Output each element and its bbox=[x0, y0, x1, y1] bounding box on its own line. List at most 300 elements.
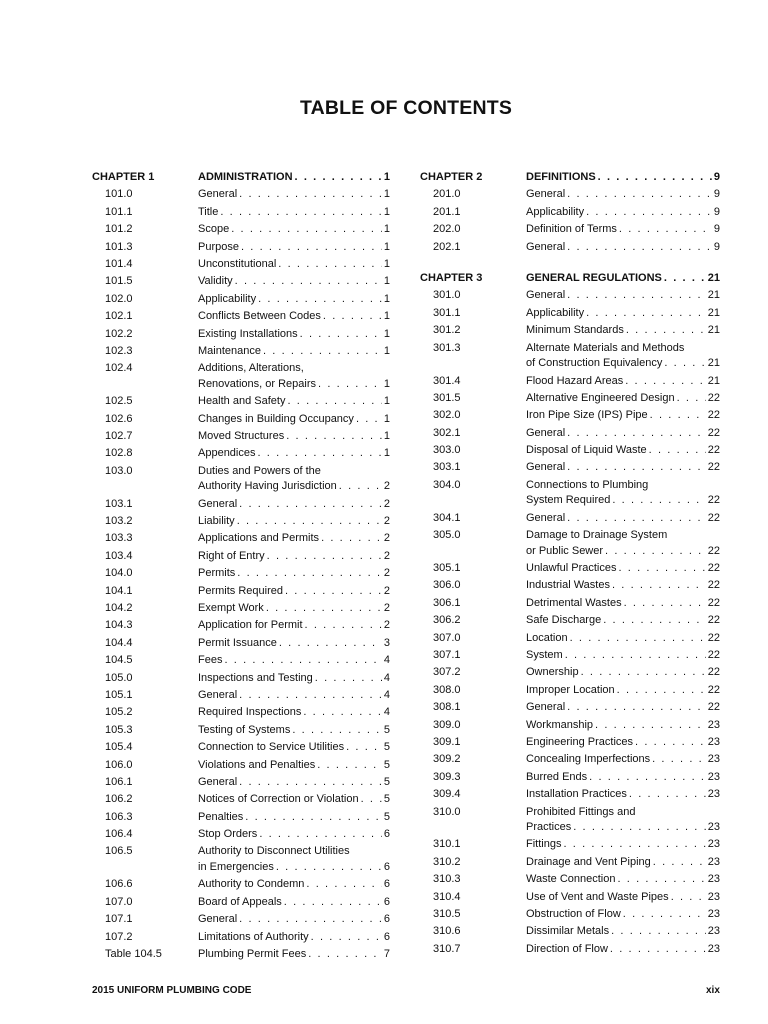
page-number: 6 bbox=[383, 895, 390, 908]
toc-entry bbox=[420, 187, 720, 203]
section-number: 102.8 bbox=[105, 447, 133, 460]
section-title: Permits Required bbox=[198, 584, 283, 597]
section-number: 106.4 bbox=[105, 828, 133, 841]
page-number: 22 bbox=[707, 631, 720, 644]
section-number: 105.4 bbox=[105, 741, 133, 754]
dot-leader bbox=[279, 636, 382, 652]
dot-leader bbox=[276, 860, 382, 876]
section-number: 301.4 bbox=[433, 374, 461, 387]
section-title: Plumbing Permit Fees bbox=[198, 947, 307, 960]
section-title: ADMINISTRATION bbox=[198, 171, 293, 183]
page-number: 6 bbox=[383, 860, 390, 873]
toc-chapter-heading bbox=[420, 170, 720, 186]
dot-leader bbox=[625, 374, 706, 390]
dot-leader bbox=[295, 170, 382, 186]
dot-leader bbox=[361, 792, 382, 808]
section-title: Required Inspections bbox=[198, 706, 302, 719]
page-number: 23 bbox=[707, 907, 720, 920]
dot-leader bbox=[570, 631, 706, 647]
toc-entry bbox=[92, 274, 390, 290]
section-title-line: Damage to Drainage System bbox=[526, 529, 668, 542]
dot-leader bbox=[287, 394, 381, 410]
section-title: Concealing Imperfections bbox=[526, 753, 651, 766]
toc-entry bbox=[92, 671, 390, 687]
section-number: 103.1 bbox=[105, 497, 133, 510]
section-number: 310.3 bbox=[433, 873, 461, 886]
section-number: 105.0 bbox=[105, 671, 133, 684]
dot-leader bbox=[567, 511, 706, 527]
section-title: Drainage and Vent Piping bbox=[526, 855, 651, 868]
page-number: 5 bbox=[383, 758, 390, 771]
dot-leader bbox=[356, 412, 382, 428]
dot-leader bbox=[286, 429, 382, 445]
dot-leader bbox=[664, 356, 705, 372]
page-number: 2 bbox=[383, 515, 390, 528]
page-number: 23 bbox=[707, 942, 720, 955]
page-number: 9 bbox=[713, 205, 720, 218]
toc-entry bbox=[420, 578, 720, 594]
page-number: 23 bbox=[707, 735, 720, 748]
section-title: Appendices bbox=[198, 447, 256, 460]
section-number: 301.5 bbox=[433, 391, 461, 404]
toc-entry bbox=[420, 443, 720, 459]
section-number: 106.1 bbox=[105, 775, 133, 788]
dot-leader bbox=[567, 240, 712, 256]
page-number: 22 bbox=[707, 701, 720, 714]
dot-leader bbox=[311, 930, 382, 946]
page-number: 22 bbox=[707, 511, 720, 524]
toc-entry bbox=[420, 478, 720, 509]
page-number: 22 bbox=[707, 648, 720, 661]
section-title-line: Additions, Alterations, bbox=[198, 362, 304, 375]
toc-entry bbox=[420, 837, 720, 853]
toc-entry bbox=[92, 912, 390, 928]
page-number: 5 bbox=[383, 793, 390, 806]
dot-leader bbox=[284, 895, 382, 911]
page-number: 23 bbox=[707, 855, 720, 868]
dot-leader bbox=[589, 770, 706, 786]
section-number: 103.0 bbox=[105, 464, 133, 477]
dot-leader bbox=[567, 426, 706, 442]
page-number: 23 bbox=[707, 753, 720, 766]
section-title: System bbox=[526, 648, 563, 661]
page-number: 22 bbox=[707, 494, 720, 507]
page-number: 21 bbox=[707, 306, 720, 319]
page-number: 2 bbox=[383, 532, 390, 545]
section-title: Dissimilar Metals bbox=[526, 925, 610, 938]
section-number: 310.0 bbox=[433, 805, 461, 818]
section-number: 301.2 bbox=[433, 324, 461, 337]
section-number: 104.0 bbox=[105, 567, 133, 580]
dot-leader bbox=[245, 810, 382, 826]
page-number: 2 bbox=[383, 567, 390, 580]
dot-leader bbox=[241, 240, 382, 256]
page-number: 22 bbox=[707, 666, 720, 679]
section-number: 106.5 bbox=[105, 845, 133, 858]
dot-leader bbox=[595, 718, 706, 734]
section-title: GENERAL REGULATIONS bbox=[526, 272, 662, 285]
dot-leader bbox=[308, 947, 382, 963]
section-title: Notices of Correction or Violation bbox=[198, 793, 359, 806]
section-title: Waste Connection bbox=[526, 873, 616, 886]
section-number: 102.2 bbox=[105, 327, 133, 340]
toc-entry bbox=[92, 205, 390, 221]
toc-entry bbox=[92, 257, 390, 273]
section-number: 104.5 bbox=[105, 654, 133, 667]
dot-leader bbox=[315, 671, 382, 687]
dot-leader bbox=[573, 820, 706, 836]
section-title: Applicability bbox=[526, 306, 585, 319]
dot-leader bbox=[224, 653, 381, 669]
section-number: 306.2 bbox=[433, 614, 461, 627]
dot-leader bbox=[305, 618, 382, 634]
toc-entry bbox=[92, 361, 390, 392]
dot-leader bbox=[586, 306, 706, 322]
toc-entry bbox=[420, 890, 720, 906]
dot-leader bbox=[278, 257, 382, 273]
toc-entry bbox=[420, 924, 720, 940]
toc-entry bbox=[92, 895, 390, 911]
dot-leader bbox=[258, 446, 382, 462]
dot-leader bbox=[567, 288, 706, 304]
dot-leader bbox=[652, 752, 706, 768]
section-title: DEFINITIONS bbox=[526, 171, 596, 183]
section-number: 310.2 bbox=[433, 855, 461, 868]
section-title: Penalties bbox=[198, 810, 244, 823]
section-title: Purpose bbox=[198, 240, 239, 253]
dot-leader bbox=[567, 700, 706, 716]
dot-leader bbox=[239, 775, 382, 791]
section-title: Validity bbox=[198, 275, 233, 288]
toc-entry bbox=[420, 323, 720, 339]
dot-leader bbox=[300, 327, 382, 343]
dot-leader bbox=[563, 837, 705, 853]
section-title: Practices bbox=[526, 821, 572, 833]
section-number: 309.4 bbox=[433, 788, 461, 801]
toc-entry bbox=[92, 514, 390, 530]
section-number: 104.2 bbox=[105, 601, 133, 614]
toc-entry bbox=[92, 309, 390, 325]
page-number: 1 bbox=[383, 395, 390, 408]
section-title: Workmanship bbox=[526, 718, 594, 731]
toc-entry bbox=[420, 240, 720, 256]
dot-leader bbox=[318, 377, 382, 393]
section-title: General bbox=[198, 188, 238, 201]
dot-leader bbox=[258, 292, 382, 308]
toc-entry bbox=[420, 872, 720, 888]
dot-leader bbox=[220, 205, 382, 221]
section-title: Authority to Condemn bbox=[198, 878, 305, 891]
section-number: 101.0 bbox=[105, 188, 133, 201]
toc-entry bbox=[92, 653, 390, 669]
section-title: Health and Safety bbox=[198, 395, 286, 408]
dot-leader bbox=[263, 344, 382, 360]
toc-chapter-heading bbox=[92, 170, 390, 186]
section-number: 306.0 bbox=[433, 579, 461, 592]
toc-entry bbox=[92, 618, 390, 634]
section-number: 106.6 bbox=[105, 878, 133, 891]
dot-leader bbox=[292, 723, 382, 739]
section-number: 103.4 bbox=[105, 549, 133, 562]
dot-leader bbox=[306, 877, 381, 893]
page-number: 1 bbox=[383, 292, 390, 305]
section-number: 307.1 bbox=[433, 648, 461, 661]
section-title: Location bbox=[526, 631, 568, 644]
dot-leader bbox=[664, 271, 706, 287]
page-number: 2 bbox=[383, 549, 390, 562]
toc-entry bbox=[92, 844, 390, 875]
page-number: 23 bbox=[707, 925, 720, 938]
dot-leader bbox=[603, 613, 706, 629]
section-title-line: Alternate Materials and Methods bbox=[526, 341, 685, 354]
section-title: Fittings bbox=[526, 838, 562, 851]
dot-leader bbox=[321, 531, 382, 547]
toc-entry bbox=[92, 827, 390, 843]
section-title: Installation Practices bbox=[526, 788, 627, 801]
page-number: 3 bbox=[383, 636, 390, 649]
toc-entry bbox=[420, 613, 720, 629]
section-number: 101.2 bbox=[105, 223, 133, 236]
section-title: Testing of Systems bbox=[198, 723, 291, 736]
page-title: TABLE OF CONTENTS bbox=[299, 97, 513, 119]
dot-leader bbox=[239, 688, 382, 704]
section-number: 304.0 bbox=[433, 478, 461, 491]
section-number: 105.3 bbox=[105, 723, 133, 736]
page-number: 2 bbox=[383, 480, 390, 493]
section-title: Definition of Terms bbox=[526, 223, 617, 236]
section-title: Application for Permit bbox=[198, 619, 303, 632]
section-number: 307.2 bbox=[433, 666, 461, 679]
section-title: Authority Having Jurisdiction bbox=[198, 480, 337, 493]
toc-entry bbox=[420, 700, 720, 716]
dot-leader bbox=[629, 787, 706, 803]
toc-right-column bbox=[420, 170, 720, 959]
section-title: Scope bbox=[198, 223, 230, 236]
section-number: 101.3 bbox=[105, 240, 133, 253]
toc-entry bbox=[420, 683, 720, 699]
dot-leader bbox=[285, 584, 382, 600]
section-title: Permit Issuance bbox=[198, 636, 277, 649]
section-title: Applicability bbox=[526, 205, 585, 218]
section-title: or Public Sewer bbox=[526, 544, 604, 557]
section-number: 102.1 bbox=[105, 310, 133, 323]
dot-leader bbox=[346, 740, 382, 756]
toc-entry bbox=[92, 240, 390, 256]
toc-chapter-heading bbox=[420, 271, 720, 287]
dot-leader bbox=[649, 443, 706, 459]
toc-entry bbox=[420, 907, 720, 923]
toc-entry bbox=[92, 446, 390, 462]
page-number: 22 bbox=[707, 444, 720, 457]
dot-leader bbox=[266, 601, 382, 617]
toc-entry bbox=[92, 723, 390, 739]
page-number: 1 bbox=[383, 344, 390, 357]
section-title: General bbox=[198, 497, 238, 510]
toc-entry bbox=[420, 718, 720, 734]
section-title: General bbox=[526, 240, 566, 253]
toc-entry bbox=[92, 222, 390, 238]
page-number: 9 bbox=[713, 188, 720, 201]
section-number: 307.0 bbox=[433, 631, 461, 644]
toc-entry bbox=[420, 306, 720, 322]
section-title: Applications and Permits bbox=[198, 532, 320, 545]
toc-entry bbox=[420, 770, 720, 786]
toc-entry bbox=[420, 855, 720, 871]
page-number: 23 bbox=[707, 890, 720, 903]
dot-leader bbox=[323, 309, 382, 325]
section-number: 308.1 bbox=[433, 701, 461, 714]
section-number: 102.6 bbox=[105, 412, 133, 425]
section-title-line: Connections to Plumbing bbox=[526, 478, 649, 491]
page-number: 21 bbox=[707, 374, 720, 387]
section-number: 310.1 bbox=[433, 838, 461, 851]
section-number: 301.0 bbox=[433, 289, 461, 302]
section-number: 303.0 bbox=[433, 444, 461, 457]
section-title: Improper Location bbox=[526, 683, 615, 696]
dot-leader bbox=[617, 683, 706, 699]
page-number: 22 bbox=[707, 579, 720, 592]
page-number: 22 bbox=[707, 562, 720, 575]
page-number: 22 bbox=[707, 614, 720, 627]
dot-leader bbox=[339, 479, 382, 495]
toc-entry bbox=[92, 601, 390, 617]
toc-entry bbox=[92, 549, 390, 565]
section-title: Moved Structures bbox=[198, 429, 285, 442]
section-number: 302.0 bbox=[433, 409, 461, 422]
section-title: Board of Appeals bbox=[198, 895, 282, 908]
section-title: Detrimental Wastes bbox=[526, 596, 622, 609]
page-number: 23 bbox=[707, 838, 720, 851]
page-number: 1 bbox=[383, 310, 390, 323]
page-number: 4 bbox=[383, 654, 390, 667]
section-title: General bbox=[526, 188, 566, 201]
toc-entry bbox=[92, 636, 390, 652]
dot-leader bbox=[267, 549, 382, 565]
section-number: 107.2 bbox=[105, 930, 133, 943]
page-number: 1 bbox=[383, 188, 390, 201]
toc-entry bbox=[92, 877, 390, 893]
dot-leader bbox=[231, 222, 382, 238]
page-number: 5 bbox=[383, 741, 390, 754]
dot-leader bbox=[650, 408, 706, 424]
page-number: 22 bbox=[707, 683, 720, 696]
section-title: Renovations, or Repairs bbox=[198, 377, 317, 390]
toc-entry bbox=[420, 408, 720, 424]
toc-entry bbox=[420, 648, 720, 664]
toc-entry bbox=[92, 584, 390, 600]
dot-leader bbox=[626, 323, 706, 339]
section-number: 105.1 bbox=[105, 688, 133, 701]
page-number: 23 bbox=[707, 770, 720, 783]
section-number: 103.3 bbox=[105, 532, 133, 545]
toc-entry bbox=[420, 288, 720, 304]
page-number: 2 bbox=[383, 584, 390, 597]
toc-entry bbox=[420, 222, 720, 238]
page-number: 4 bbox=[383, 671, 390, 684]
section-title: Changes in Building Occupancy bbox=[198, 412, 354, 425]
page-number: 1 bbox=[383, 275, 390, 288]
page-number: 5 bbox=[383, 723, 390, 736]
dot-leader bbox=[586, 205, 712, 221]
section-title: Stop Orders bbox=[198, 828, 258, 841]
page-number: 9 bbox=[713, 171, 720, 183]
page-number: 1 bbox=[383, 205, 390, 218]
page-number: 1 bbox=[383, 429, 390, 442]
dot-leader bbox=[605, 544, 706, 560]
dot-leader bbox=[239, 497, 382, 513]
page-number: 22 bbox=[707, 391, 720, 404]
section-number: 201.1 bbox=[433, 205, 461, 218]
section-title: Iron Pipe Size (IPS) Pipe bbox=[526, 409, 648, 422]
toc-entry bbox=[420, 735, 720, 751]
section-number: 310.5 bbox=[433, 907, 461, 920]
toc-entry bbox=[420, 631, 720, 647]
section-title: General bbox=[526, 511, 566, 524]
toc-entry bbox=[420, 391, 720, 407]
dot-leader bbox=[317, 758, 382, 774]
section-title: Obstruction of Flow bbox=[526, 907, 621, 920]
section-number: 102.0 bbox=[105, 292, 133, 305]
section-title: Applicability bbox=[198, 292, 257, 305]
section-number: 303.1 bbox=[433, 461, 461, 474]
page-number: 5 bbox=[383, 775, 390, 788]
page-number: 2 bbox=[383, 619, 390, 632]
toc-entry bbox=[92, 531, 390, 547]
dot-leader bbox=[617, 872, 705, 888]
section-title: Maintenance bbox=[198, 344, 261, 357]
section-number: 310.6 bbox=[433, 925, 461, 938]
section-number: 101.1 bbox=[105, 205, 133, 218]
section-title: Permits bbox=[198, 567, 236, 580]
page-number: 23 bbox=[707, 718, 720, 731]
dot-leader bbox=[635, 735, 706, 751]
toc-entry bbox=[92, 412, 390, 428]
section-number: 106.2 bbox=[105, 793, 133, 806]
section-number: 302.1 bbox=[433, 426, 461, 439]
dot-leader bbox=[618, 561, 705, 577]
page-number: 4 bbox=[383, 706, 390, 719]
dot-leader bbox=[623, 907, 706, 923]
toc-entry bbox=[92, 464, 390, 495]
section-title: Engineering Practices bbox=[526, 735, 634, 748]
page-number: 1 bbox=[383, 447, 390, 460]
section-number: 202.0 bbox=[433, 223, 461, 236]
section-number: 310.7 bbox=[433, 942, 461, 955]
toc-entry bbox=[420, 205, 720, 221]
toc-entry bbox=[92, 705, 390, 721]
page-number: 9 bbox=[713, 223, 720, 236]
page-number: 22 bbox=[707, 596, 720, 609]
page-number: 6 bbox=[383, 930, 390, 943]
section-number: 305.0 bbox=[433, 529, 461, 542]
page-number: 9 bbox=[713, 240, 720, 253]
section-title-line: Duties and Powers of the bbox=[198, 464, 321, 477]
section-title: Unlawful Practices bbox=[526, 562, 617, 575]
page-number: 7 bbox=[383, 947, 390, 960]
toc-entry bbox=[420, 561, 720, 577]
section-number: 308.0 bbox=[433, 683, 461, 696]
dot-leader bbox=[239, 187, 382, 203]
section-title: Minimum Standards bbox=[526, 324, 624, 337]
footer-page-number: xix bbox=[706, 985, 720, 996]
section-number: Table 104.5 bbox=[105, 947, 162, 960]
toc-entry bbox=[92, 187, 390, 203]
section-number: 202.1 bbox=[433, 240, 461, 253]
section-number: 107.1 bbox=[105, 913, 133, 926]
dot-leader bbox=[653, 855, 706, 871]
toc-entry bbox=[420, 665, 720, 681]
page-number: 2 bbox=[383, 497, 390, 510]
